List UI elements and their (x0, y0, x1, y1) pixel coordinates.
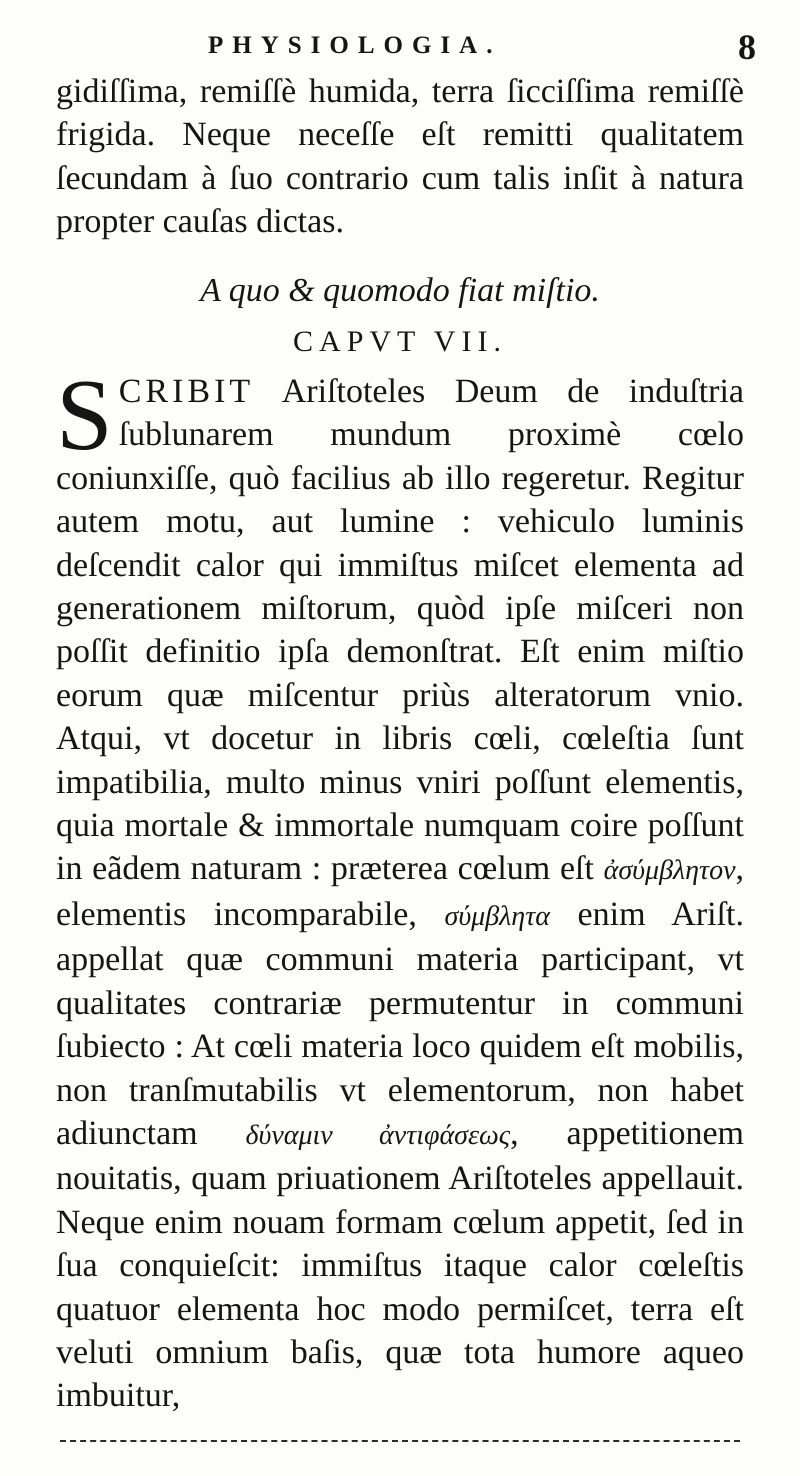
passage-text-c: enim Ariſt. appellat quæ communi materia participant, vt qualitates contrariæ permutentur in communi ſubiecto : At cœli materia loco quidem eſt mobilis, non tranſmutabilis vt elementorum, non habet adiunctam (56, 895, 744, 1152)
chapter-label: CAPVT VII. (293, 325, 507, 358)
greek-term-dynamin-antiphaseos: δύναμιν ἀντιφάσεως (245, 1119, 511, 1151)
lead-word: CRIBIT (118, 373, 255, 410)
section-title: A quo & quomodo fiat miſtio. (200, 272, 600, 309)
passage-text-a: Ariſtoteles Deum de induſtria ſublunarem mundum proximè cœlo coniunxiſſe, quò facilius ab illo regeretur. Regitur autem motu, aut lumine : vehiculo luminis deſcendit calor qui immiſtus miſcet elementa ad generationem miſtorum, quòd ipſe miſceri non poſſit definitio ipſa demonſtrat. Eſt enim miſtio eorum quæ miſcentur priùs alteratorum vnio. Atqui, vt docetur in libris cœli, cœleſtia ſunt impatibilia, multo minus vniri poſſunt elementis, quia mortale & immortale numquam coire poſſunt in eãdem naturam : præterea cœlum eſt (56, 373, 744, 888)
footer-dashed-rule (60, 1440, 740, 1442)
passage-continued: gidiſſima, remiſſè humida, terra ſicciſſima remiſſè frigida. Neque neceſſe eſt remitti qualitatem ſecundam à ſuo contrario cum talis inſit à natura propter cauſas dictas. (56, 73, 744, 241)
greek-term-symbleta: σύμβλητα (444, 900, 550, 932)
running-head (0, 24, 800, 70)
page-number: 8 (738, 27, 756, 67)
running-title: PHYSIOLOGIA. (208, 32, 502, 59)
greek-term-asymbleton: ἀσύμβλητον (603, 855, 736, 887)
passage-text-b: , elementis incomparabile, (56, 850, 744, 933)
passage-text-d: , appetitionem nouitatis, quam priuationem Ariſtoteles appellauit. Neque enim nouam formam cœlum appetit, ſed in ſua conquieſcit: immiſtus itaque calor cœleſtis quatuor elementa hoc modo permiſcet, terra eſt veluti omnium baſis, quæ tota humore aqueo imbuitur, (56, 1114, 744, 1415)
chapter-passage (56, 359, 744, 1418)
drop-cap: S (56, 359, 113, 472)
